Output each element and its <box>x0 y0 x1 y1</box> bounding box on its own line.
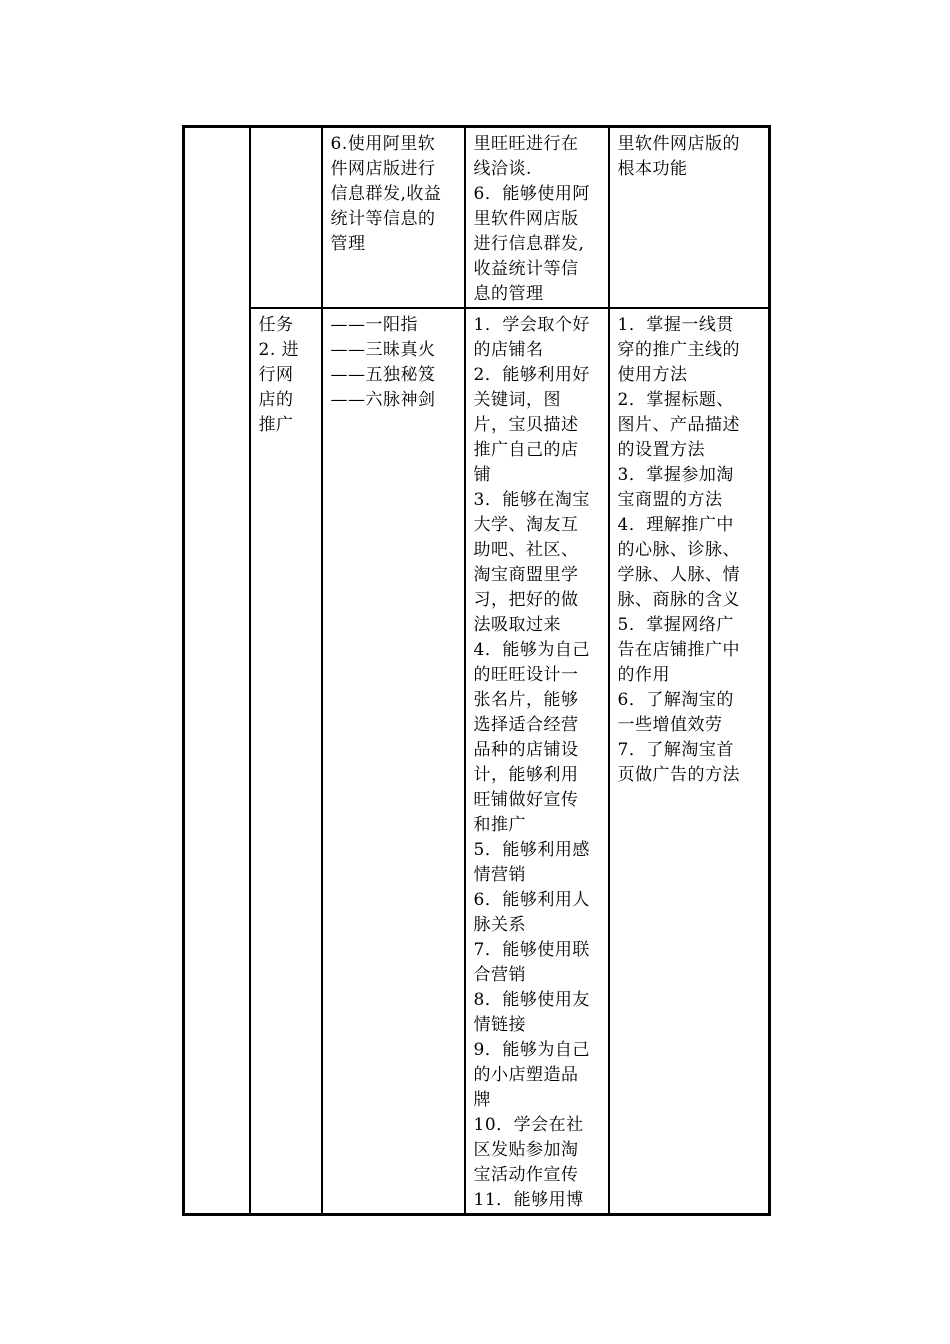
cell-text-line: 情营销 <box>473 865 526 885</box>
cell-text-line: ——三昧真火 <box>330 340 436 360</box>
cell-text-line: 和推广 <box>473 815 526 835</box>
cell-text-line: 7．了解淘宝首 <box>617 740 734 760</box>
cell-text-line: 9．能够为自己 <box>473 1040 590 1060</box>
cell-text-line: 3．掌握参加淘 <box>617 465 734 485</box>
cell-text-line: 一些增值效劳 <box>617 715 723 735</box>
cell-text-line: 的设置方法 <box>617 440 705 460</box>
cell-text-line: 告在店铺推广中 <box>617 640 740 660</box>
cell-text-line: 7．能够使用联 <box>473 940 590 960</box>
cell-text-line: 计，能够利用 <box>473 765 579 785</box>
task-label-cell <box>250 308 322 1215</box>
cell-text-line: 收益统计等信 <box>473 259 579 279</box>
cell-text-line: 管理 <box>330 234 366 254</box>
cell-text-line: 牌 <box>473 1090 491 1110</box>
cell-text-line: 10．学会在社 <box>473 1115 584 1135</box>
cell-text-line: 6．能够利用人 <box>473 890 590 910</box>
cell-text-line: 里旺旺进行在 <box>473 134 579 154</box>
cell-text-line: 习，把好的做 <box>473 590 579 610</box>
table-cell-col5 <box>609 127 770 309</box>
cell-text-line: 淘宝商盟里学 <box>473 565 579 585</box>
table-row <box>184 127 770 309</box>
table-cell-col2 <box>250 127 322 309</box>
cell-text-line: 片，宝贝描述 <box>473 415 579 435</box>
cell-text-line: 8．能够使用友 <box>473 990 590 1010</box>
cell-text-line: 品种的店铺设 <box>473 740 579 760</box>
cell-text-line: 根本功能 <box>617 159 688 179</box>
cell-text-line: 5．能够利用感 <box>473 840 590 860</box>
cell-text-line: 法吸取过来 <box>473 615 561 635</box>
cell-text-line: 5．掌握网络广 <box>617 615 734 635</box>
cell-text-line: 6．能够使用阿 <box>473 184 590 204</box>
cell-text-line: 的作用 <box>617 665 670 685</box>
cell-text-line: 4．理解推广中 <box>617 515 734 535</box>
knowledge-goals-cell <box>609 308 770 1215</box>
cell-text-line: 信息群发,收益 <box>330 184 442 204</box>
cell-text-line: 合营销 <box>473 965 526 985</box>
cell-text-line: ——五独秘笈 <box>330 365 436 385</box>
cell-text-line: 息的管理 <box>473 284 544 304</box>
cell-text-line: 11．能够用博 <box>473 1190 584 1210</box>
cell-text-line: 大学、淘友互 <box>473 515 579 535</box>
table-cell-col3 <box>322 127 465 309</box>
cell-text-line: 区发贴参加淘 <box>473 1140 579 1160</box>
cell-text-line: 推广自己的店 <box>473 440 579 460</box>
cell-text-line: 关键词，图 <box>473 390 561 410</box>
cell-text-line: 里软件网店版的 <box>617 134 740 154</box>
cell-text-line: 脉关系 <box>473 915 526 935</box>
table-cell-col4 <box>465 127 609 309</box>
cell-text-line: 情链接 <box>473 1015 526 1035</box>
cell-text-line: 店的 <box>258 390 294 410</box>
cell-text-line: 线洽谈. <box>473 159 532 179</box>
table-cell-col1 <box>184 127 250 1215</box>
cell-text-line: 的店铺名 <box>473 340 544 360</box>
cell-text-line: 4．能够为自己 <box>473 640 590 660</box>
cell-text-line: 宝商盟的方法 <box>617 490 723 510</box>
cell-text-line: 推广 <box>258 415 294 435</box>
cell-text-line: 进行信息群发, <box>473 234 585 254</box>
cell-text-line: 铺 <box>473 465 491 485</box>
cell-text-line: 宝活动作宣传 <box>473 1165 579 1185</box>
cell-text-line: 6.使用阿里软 <box>330 134 436 154</box>
cell-text-line: 脉、商脉的含义 <box>617 590 740 610</box>
cell-text-line: 2．能够利用好 <box>473 365 590 385</box>
cell-text-line: ——一阳指 <box>330 315 418 335</box>
cell-text-line: 穿的推广主线的 <box>617 340 740 360</box>
cell-text-line: 2．掌握标题、 <box>617 390 734 410</box>
cell-text-line: 的小店塑造品 <box>473 1065 579 1085</box>
cell-text-line: 页做广告的方法 <box>617 765 740 785</box>
ability-goals-cell <box>465 308 609 1215</box>
course-table <box>182 125 771 1216</box>
cell-text-line: 1．学会取个好 <box>473 315 590 335</box>
cell-text-line: 6．了解淘宝的 <box>617 690 734 710</box>
table-row <box>184 308 770 1215</box>
cell-text-line: 图片、产品描述 <box>617 415 740 435</box>
cell-text-line: 学脉、人脉、情 <box>617 565 740 585</box>
cell-text-line: 任务 <box>258 315 294 335</box>
cell-text-line: 2. 进 <box>258 340 300 360</box>
cell-text-line: 使用方法 <box>617 365 688 385</box>
cell-text-line: 3．能够在淘宝 <box>473 490 590 510</box>
cell-text-line: 的心脉、诊脉、 <box>617 540 740 560</box>
cell-text-line: 选择适合经营 <box>473 715 579 735</box>
cell-text-line: 的旺旺设计一 <box>473 665 579 685</box>
content-cell <box>322 308 465 1215</box>
cell-text-line: 助吧、社区、 <box>473 540 579 560</box>
cell-text-line: 行网 <box>258 365 294 385</box>
cell-text-line: 件网店版进行 <box>330 159 436 179</box>
cell-text-line: 里软件网店版 <box>473 209 579 229</box>
cell-text-line: 旺铺做好宣传 <box>473 790 579 810</box>
cell-text-line: ——六脉神剑 <box>330 390 436 410</box>
cell-text-line: 1．掌握一线贯 <box>617 315 734 335</box>
cell-text-line: 张名片，能够 <box>473 690 579 710</box>
cell-text-line: 统计等信息的 <box>330 209 436 229</box>
